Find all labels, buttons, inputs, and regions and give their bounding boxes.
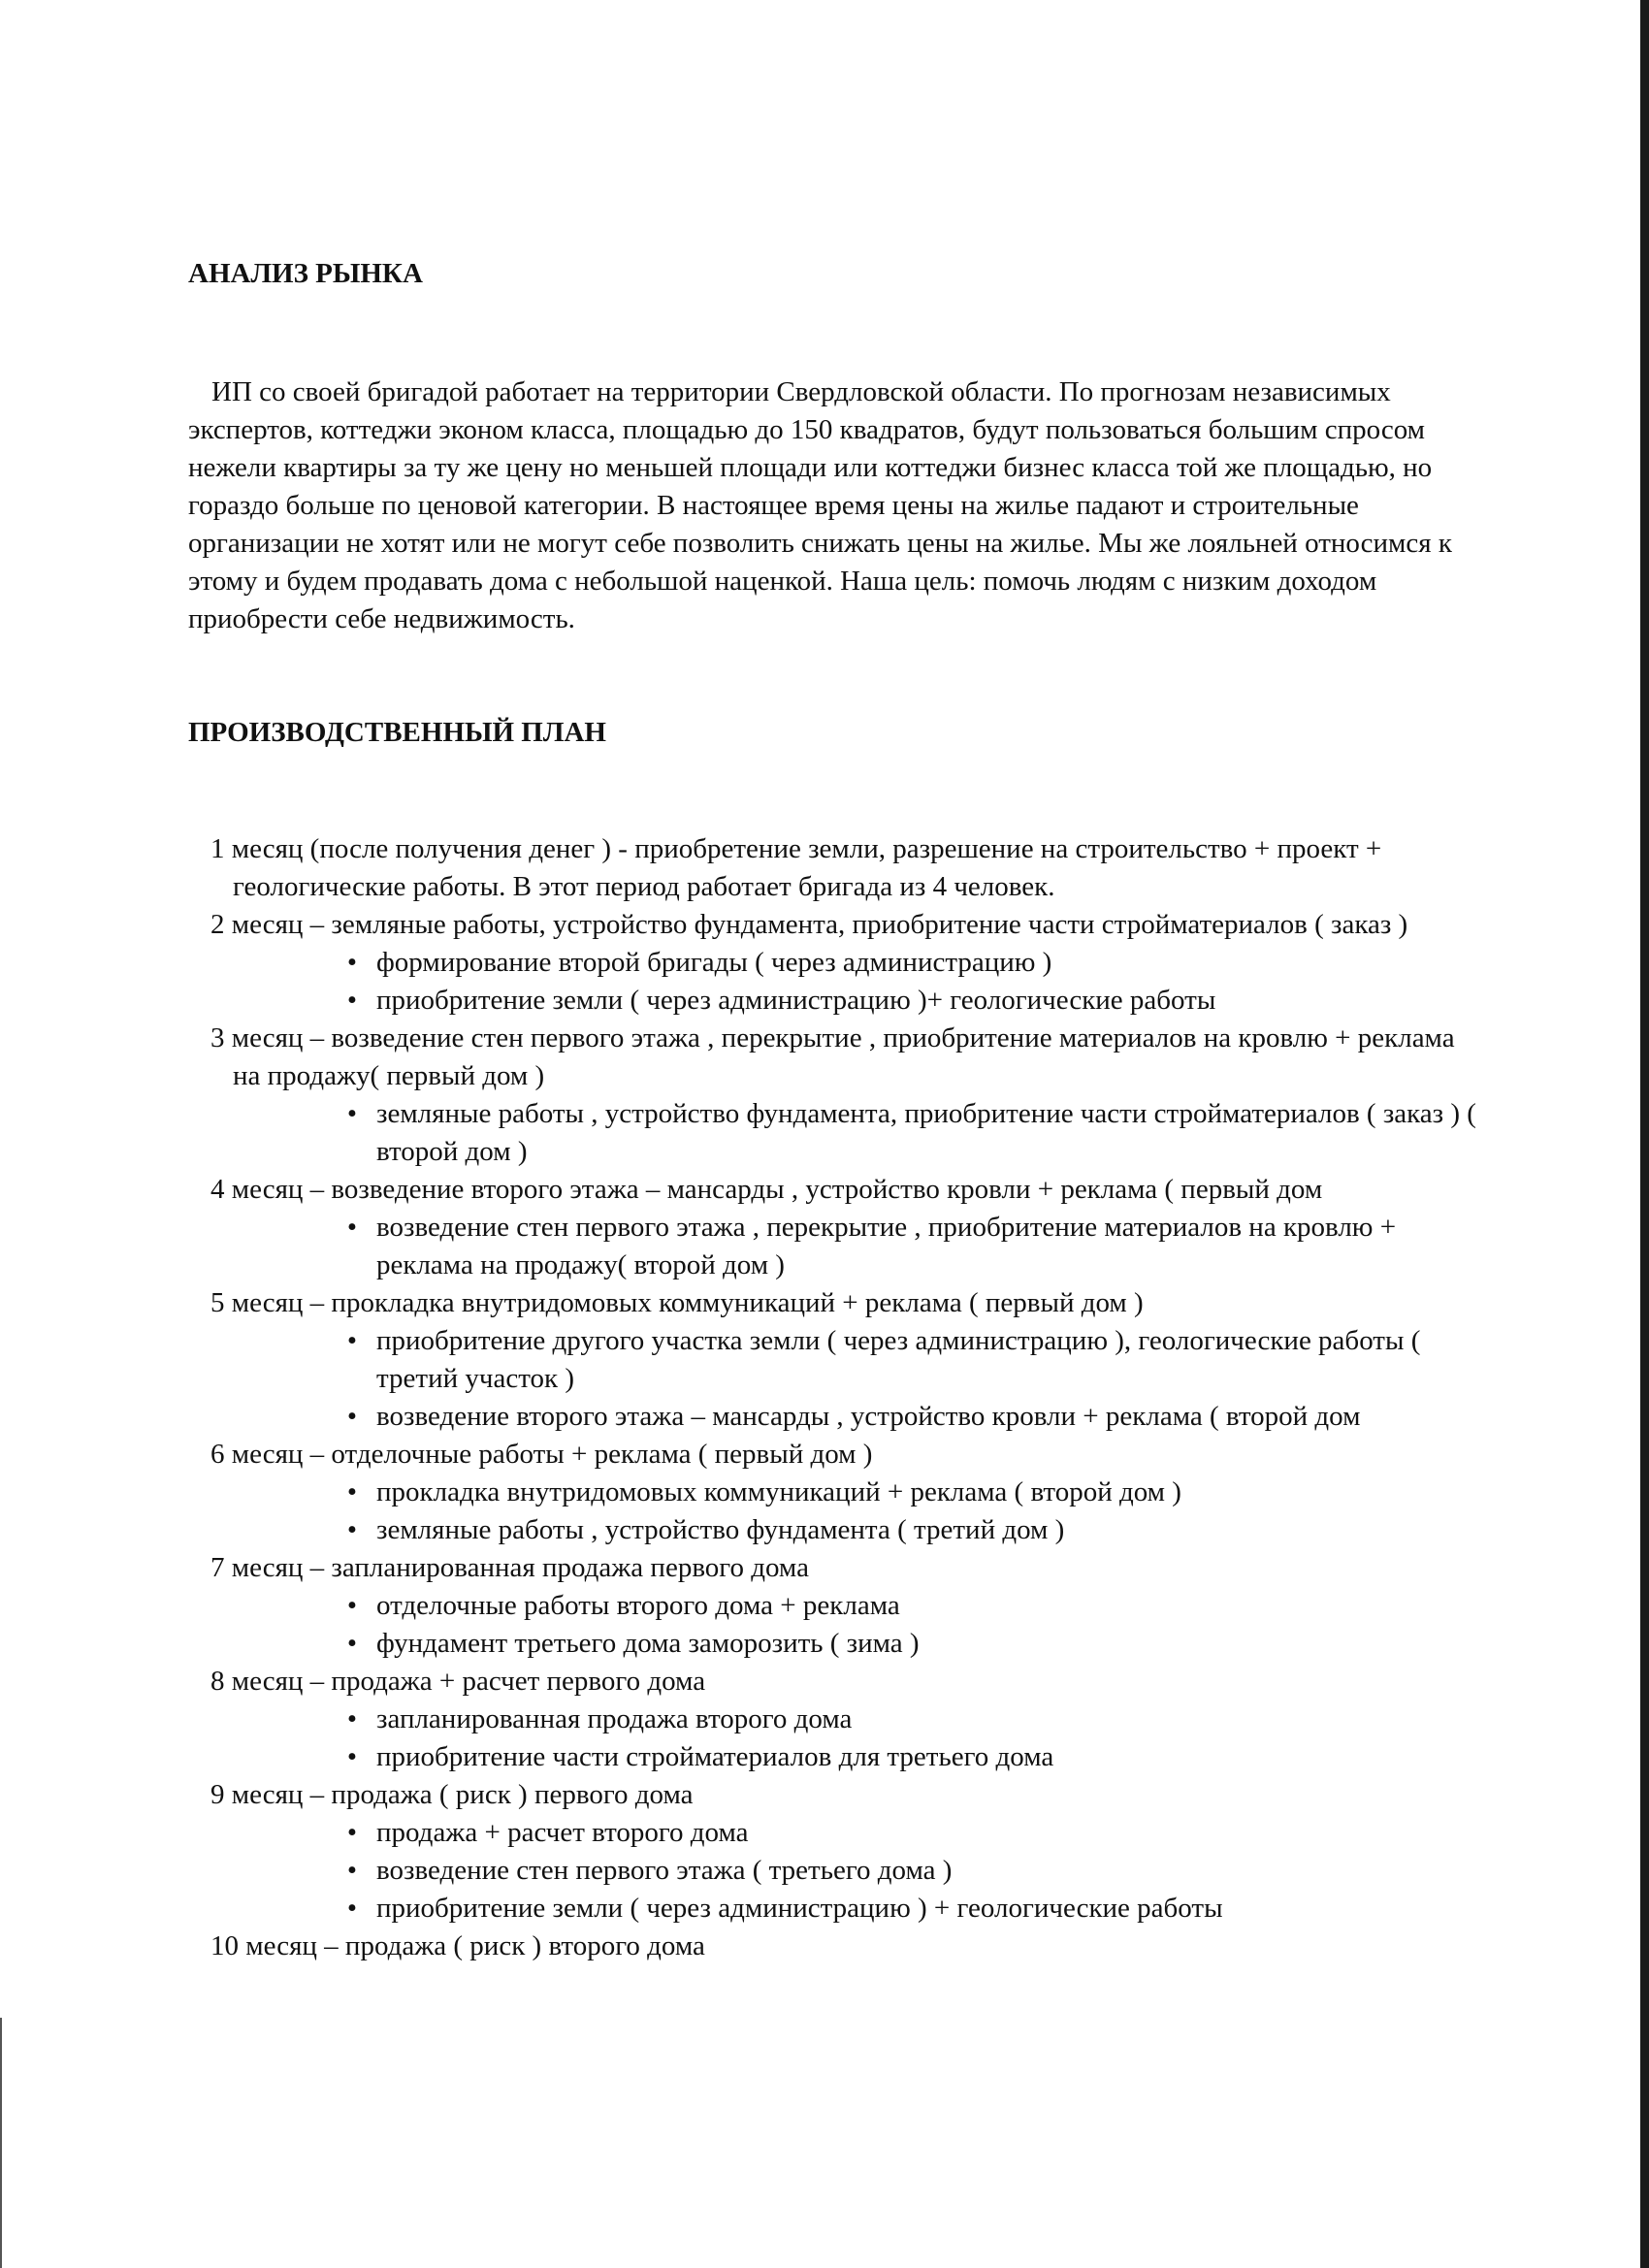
bullet-icon: • (346, 947, 358, 978)
bullet-icon: • (346, 1514, 358, 1545)
plan-month-8-tasks (188, 1701, 1488, 1776)
list-item: • фундамент третьего дома заморозить ( зима ) (188, 1625, 1488, 1663)
plan-month-6-tasks (188, 1474, 1488, 1549)
plan-month-5-tasks (188, 1322, 1488, 1436)
production-plan-list (188, 830, 1488, 1965)
bullet-icon: • (346, 1401, 358, 1432)
list-item: • отделочные работы второго дома + реклама (188, 1587, 1488, 1625)
list-item: • приобритение земли ( через администрацию )+ геологические работы (188, 982, 1488, 1020)
market-analysis-paragraph: ИП со своей бригадой работает на территории Свердловской области. По прогнозам независимых экспертов, коттеджи эконом класса, площадью до 150 квадратов, будут пользоваться большим спросом нежели квартиры за ту же цену но меньшей площади или коттеджи бизнес класса той же площадью, но гораздо больше по ценовой категории. В настоящее время цены на жилье падают и строительные организации не хотят или не могут себе позволить снижать цены на жилье. Мы же лояльней относимся к этому и будем продавать дома с небольшой наценкой. Наша цель: помочь людям с низким доходом приобрести себе недвижимость. (188, 376, 1452, 634)
bullet-icon: • (346, 1703, 358, 1734)
bullet-icon: • (346, 1476, 358, 1507)
list-item: • земляные работы , устройство фундамента ( третий дом ) (188, 1511, 1488, 1549)
plan-month-7-tasks (188, 1587, 1488, 1663)
scan-edge-left (0, 2018, 2, 2268)
plan-month-7: 7 месяц – запланированная продажа первого дома (210, 1552, 809, 1583)
production-plan-heading: ПРОИЗВОДСТВЕННЫЙ ПЛАН (188, 717, 606, 748)
list-item: • прокладка внутридомовых коммуникаций + реклама ( второй дом ) (188, 1474, 1488, 1511)
bullet-icon: • (346, 1817, 358, 1848)
bullet-icon: • (346, 1893, 358, 1924)
list-item: • приобритение другого участка земли ( через администрацию ), геологические работы ( третий участок ) (188, 1322, 1488, 1398)
plan-month-4-tasks (188, 1209, 1488, 1284)
bullet-icon: • (346, 1741, 358, 1772)
list-item: • приобритение части стройматериалов для третьего дома (188, 1738, 1488, 1776)
plan-month-2: 2 месяц – земляные работы, устройство фундамента, приобритение части стройматериалов ( заказ ) (210, 909, 1408, 940)
bullet-icon: • (346, 1098, 358, 1129)
plan-month-3: 3 месяц – возведение стен первого этажа , перекрытие , приобритение материалов на кровлю + реклама на продажу( первый дом ) (210, 1022, 1455, 1091)
list-item: • запланированная продажа второго дома (188, 1701, 1488, 1738)
scan-edge-right (1640, 0, 1649, 2268)
list-item: • формирование второй бригады ( через администрацию ) (188, 944, 1488, 982)
plan-month-6: 6 месяц – отделочные работы + реклама ( первый дом ) (210, 1439, 873, 1470)
plan-month-9: 9 месяц – продажа ( риск ) первого дома (210, 1779, 694, 1810)
plan-month-4: 4 месяц – возведение второго этажа – мансарды , устройство кровли + реклама ( первый дом (210, 1174, 1323, 1205)
list-item: • земляные работы , устройство фундамента, приобритение части стройматериалов ( заказ ) ( второй дом ) (188, 1095, 1488, 1171)
bullet-icon: • (346, 1628, 358, 1659)
list-item: • приобритение земли ( через администрацию ) + геологические работы (188, 1890, 1488, 1928)
list-item: • продажа + расчет второго дома (188, 1814, 1488, 1852)
bullet-icon: • (346, 1590, 358, 1621)
plan-month-3-tasks (188, 1095, 1488, 1171)
plan-month-2-tasks (188, 944, 1488, 1020)
market-analysis-heading: АНАЛИЗ РЫНКА (188, 258, 423, 289)
bullet-icon: • (346, 1325, 358, 1356)
document-body (188, 254, 1488, 1965)
bullet-icon: • (346, 985, 358, 1016)
list-item: • возведение второго этажа – мансарды , устройство кровли + реклама ( второй дом (188, 1398, 1488, 1436)
plan-month-10: 10 месяц – продажа ( риск ) второго дома (210, 1930, 705, 1961)
list-item: • возведение стен первого этажа , перекрытие , приобритение материалов на кровлю + реклама на продажу( второй дом ) (188, 1209, 1488, 1284)
bullet-icon: • (346, 1855, 358, 1886)
bullet-icon: • (346, 1212, 358, 1243)
plan-month-8: 8 месяц – продажа + расчет первого дома (210, 1666, 706, 1697)
plan-month-5: 5 месяц – прокладка внутридомовых коммуникаций + реклама ( первый дом ) (210, 1287, 1144, 1318)
plan-month-9-tasks (188, 1814, 1488, 1928)
list-item: • возведение стен первого этажа ( третьего дома ) (188, 1852, 1488, 1890)
plan-month-1: 1 месяц (после получения денег ) - приобретение земли, разрешение на строительство + проект + геологические работы. В этот период работает бригада из 4 человек. (210, 833, 1382, 902)
